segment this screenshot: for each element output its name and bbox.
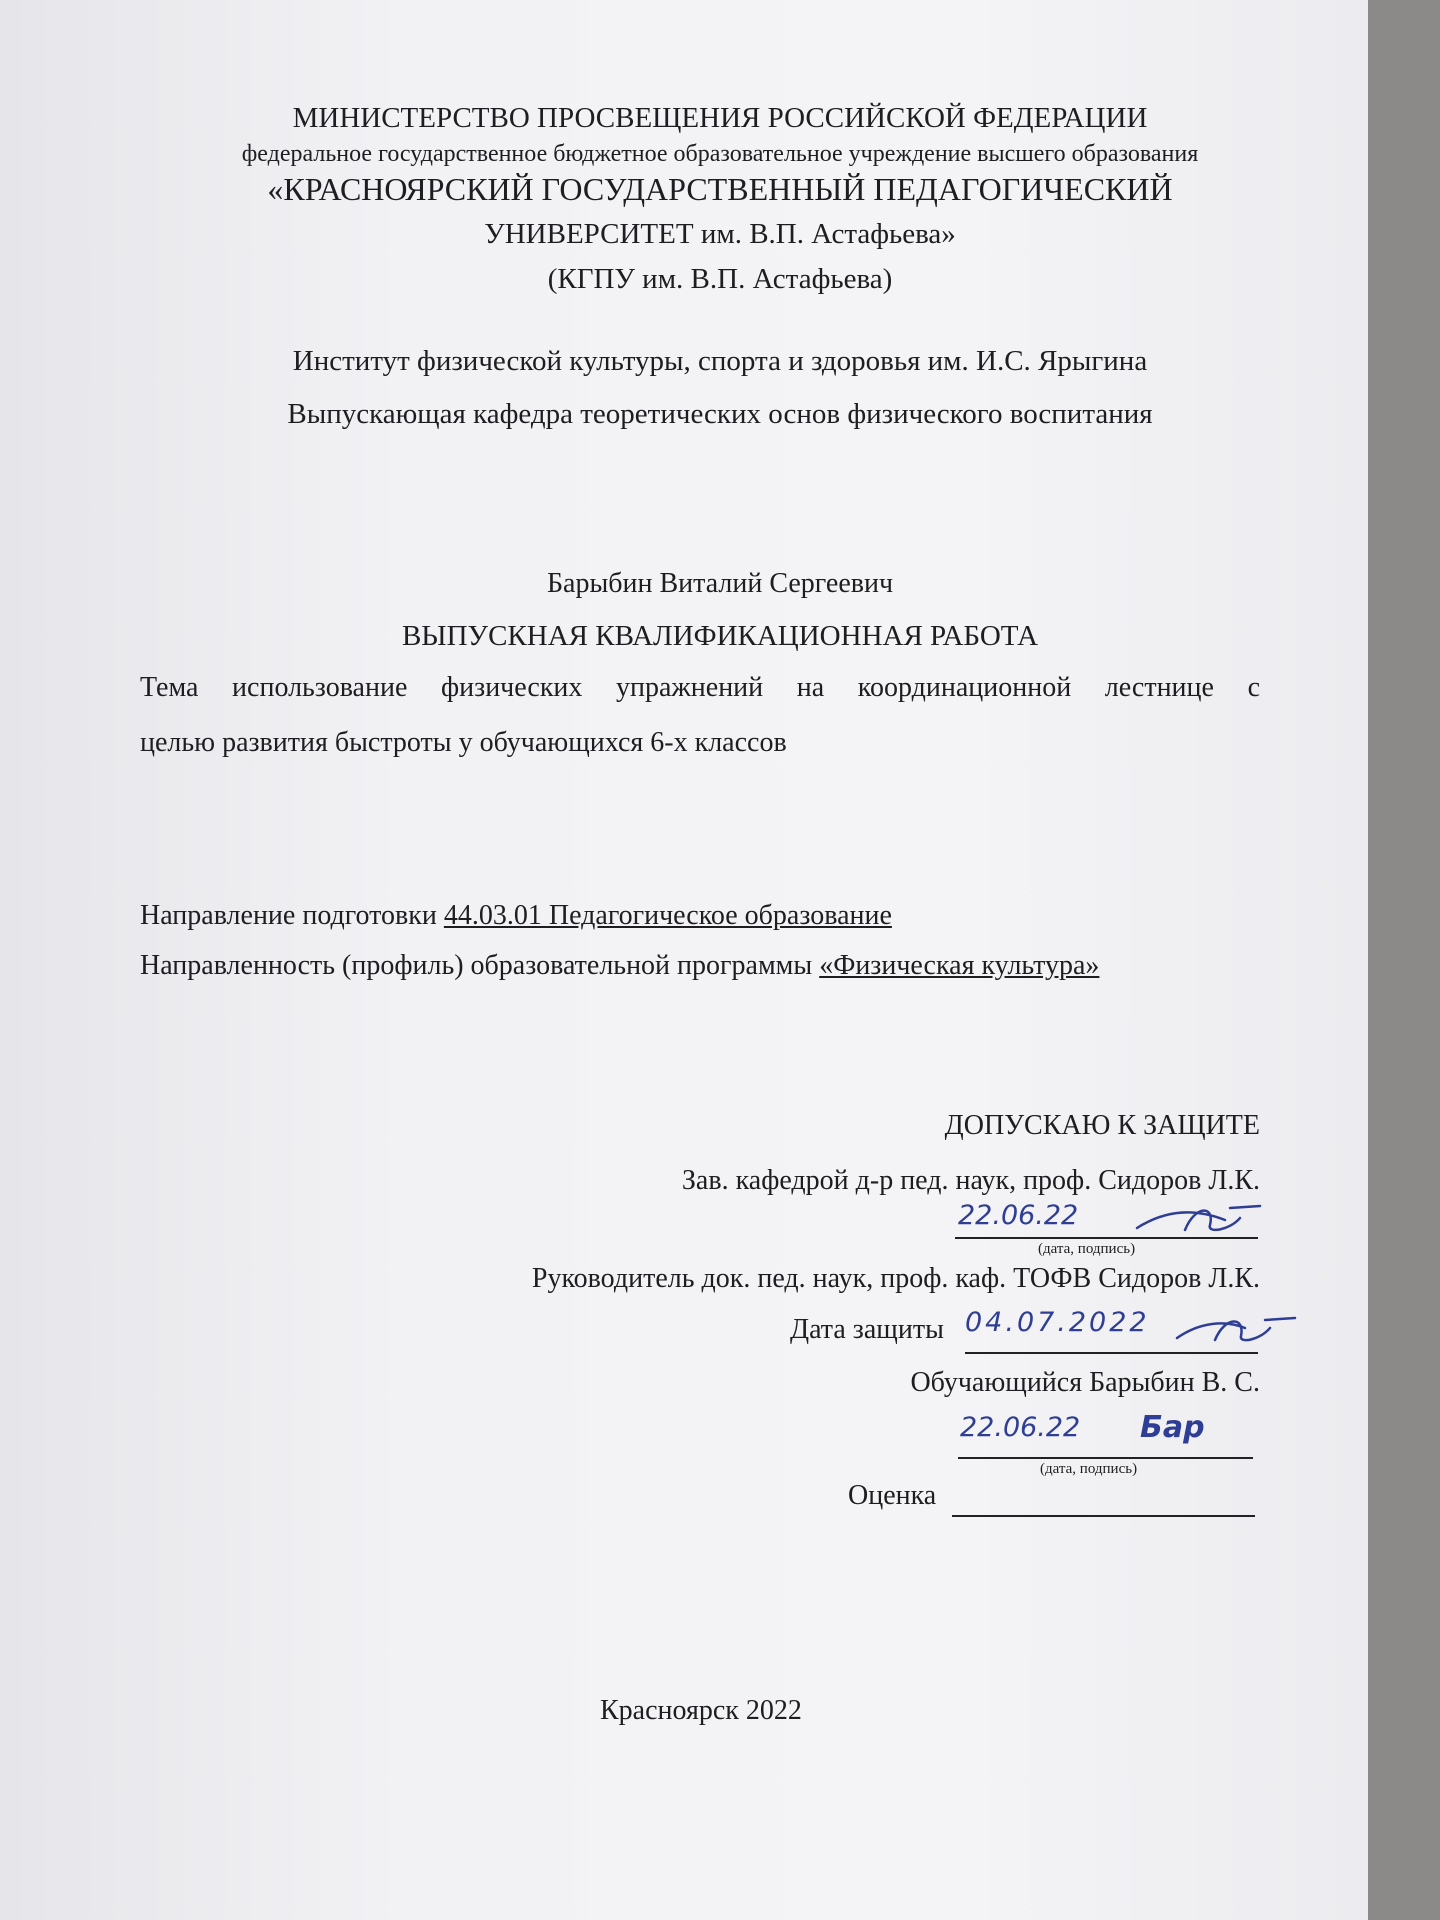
grade-label: Оценка (848, 1480, 937, 1511)
defense-date-label: Дата защиты (790, 1314, 944, 1345)
supervisor: Руководитель док. пед. наук, проф. каф. ТОФВ Сидоров Л.К. (531, 1263, 1260, 1294)
direction-value: 44.03.01 Педагогическое образование (443, 900, 892, 931)
department-head: Зав. кафедрой д-р пед. наук, проф. Сидоров Л.К. (681, 1165, 1260, 1196)
direction-line (140, 900, 892, 932)
date-signature-caption-1: (дата, подпись) (1038, 1241, 1136, 1257)
student-signature: Бар (1140, 1410, 1205, 1445)
topic-line-1: Тема использование физических упражнений на координационной лестнице с (140, 672, 1260, 703)
department-name: Выпускающая кафедра теоретических основ физического воспитания (287, 398, 1153, 430)
institution-type: федеральное государственное бюджетное образовательное учреждение высшего образования (241, 141, 1199, 167)
head-signature (1135, 1200, 1265, 1240)
university-short-name: (КГПУ им. В.П. Астафьева) (547, 263, 893, 295)
work-type: ВЫПУСКНАЯ КВАЛИФИКАЦИОННАЯ РАБОТА (401, 620, 1039, 652)
head-signature-line (955, 1237, 1258, 1239)
institute-name: Институт физической культуры, спорта и здоровья им. И.С. Ярыгина (292, 345, 1148, 377)
profile-label: Направленность (профиль) образовательной программы (140, 950, 820, 981)
date-signature-caption-2: (дата, подпись) (1040, 1461, 1138, 1477)
topic-line-2: целью развития быстроты у обучающихся 6-х классов (140, 727, 787, 758)
defense-date-value: 04.07.2022 (965, 1307, 1150, 1338)
student-name: Обучающийся Барыбин В. С. (910, 1367, 1260, 1398)
defense-date-line (965, 1352, 1258, 1354)
student-signature-date: 22.06.22 (960, 1412, 1081, 1443)
university-name-line2: УНИВЕРСИТЕТ им. В.П. Астафьева» (484, 218, 956, 250)
university-name-line1: «КРАСНОЯРСКИЙ ГОСУДАРСТВЕННЫЙ ПЕДАГОГИЧЕСКИЙ (267, 171, 1173, 207)
ministry-title: МИНИСТЕРСТВО ПРОСВЕЩЕНИЯ РОССИЙСКОЙ ФЕДЕРАЦИИ (292, 102, 1148, 134)
head-signature-date: 22.06.22 (958, 1200, 1079, 1231)
defense-signature (1175, 1310, 1305, 1350)
city-year: Красноярск 2022 (600, 1695, 802, 1726)
approval-title: ДОПУСКАЮ К ЗАЩИТЕ (944, 1110, 1260, 1141)
direction-label: Направление подготовки (140, 900, 444, 931)
profile-value: «Физическая культура» (819, 950, 1100, 981)
student-signature-line (958, 1457, 1253, 1459)
grade-line (952, 1515, 1255, 1517)
profile-line (140, 950, 1099, 982)
author-name: Барыбин Виталий Сергеевич (546, 568, 894, 599)
